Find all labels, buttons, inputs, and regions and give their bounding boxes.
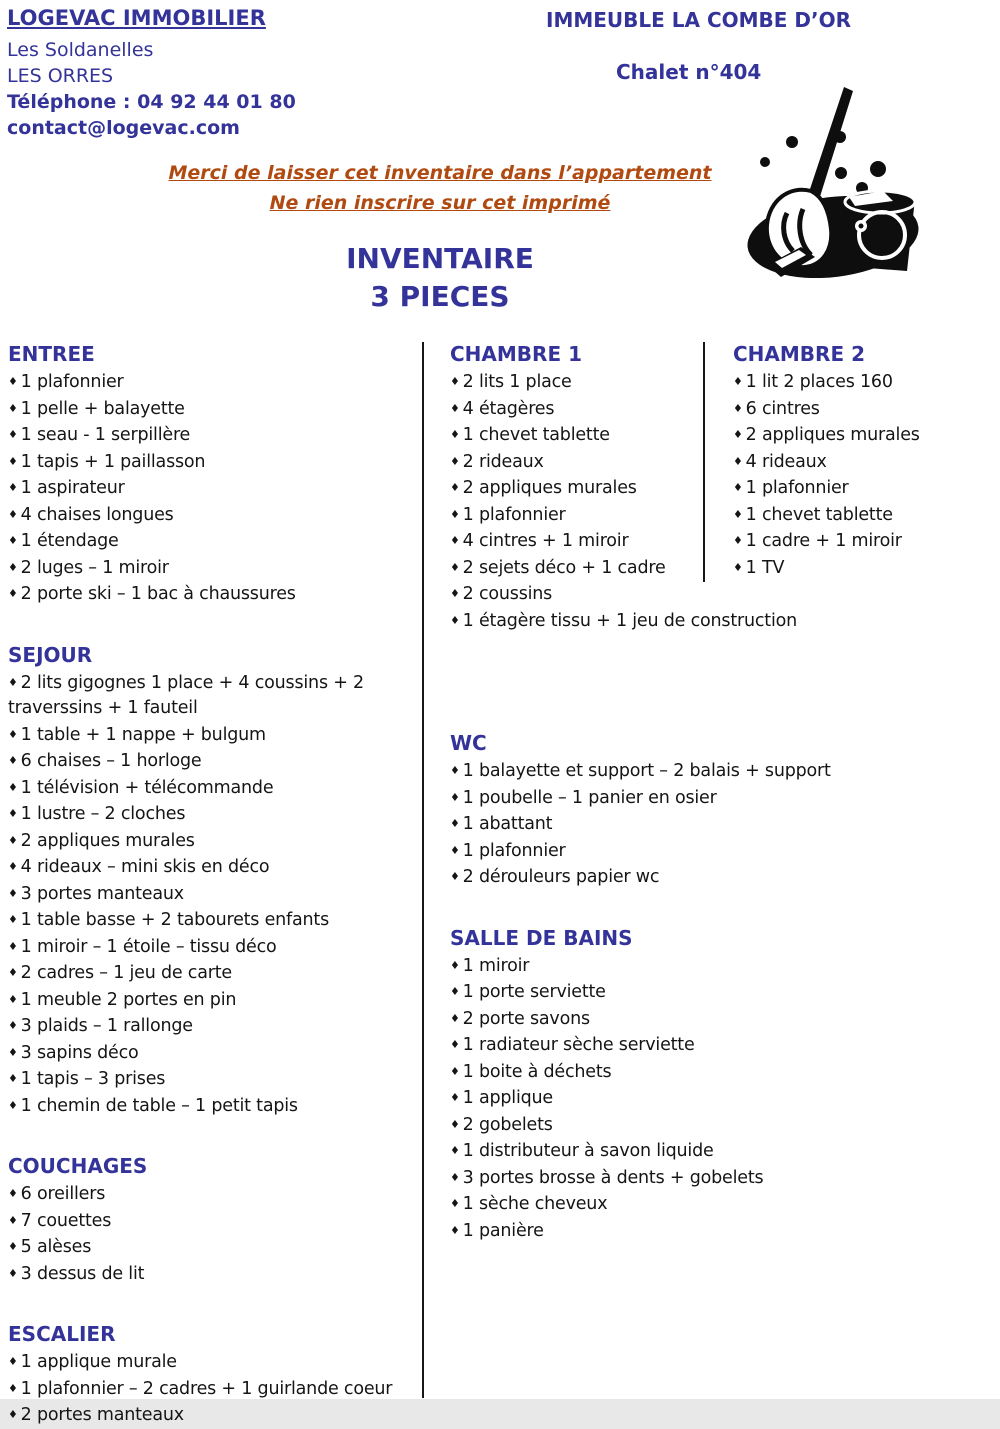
diamond-bullet-icon: ♦ [8,754,18,767]
diamond-bullet-icon: ♦ [8,1187,18,1200]
diamond-bullet-icon: ♦ [733,454,743,468]
diamond-bullet-icon: ♦ [450,401,460,415]
diamond-bullet-icon: ♦ [450,1064,460,1078]
diamond-bullet-icon: ♦ [8,375,18,388]
diamond-bullet-icon: ♦ [8,860,18,873]
diamond-bullet-icon: ♦ [8,1240,18,1253]
inventory-item [450,1006,895,1033]
diamond-bullet-icon: ♦ [8,534,18,547]
inventory-item [733,422,995,449]
diamond-bullet-icon: ♦ [450,985,460,998]
inventory-item-label: 2 rideaux [462,451,544,472]
inventory-item [8,581,420,608]
section-header: COUCHAGES [8,1154,148,1178]
inventory-item [733,449,995,476]
inventory-item-label: 1 aspirateur [20,478,125,498]
inventory-item-label: 4 étagères [462,398,555,419]
diamond-bullet-icon: ♦ [8,1355,18,1368]
inventory-item [8,722,420,749]
inventory-item [733,475,995,502]
diamond-bullet-icon: ♦ [733,428,743,441]
section-entree [8,341,420,608]
diamond-bullet-icon: ♦ [8,780,18,794]
diamond-bullet-icon: ♦ [450,1144,460,1157]
diamond-bullet-icon: ♦ [8,1213,18,1227]
section-couchages [8,1153,420,1287]
inventory-item-label: 1 miroir – 1 étoile – tissu déco [20,936,277,957]
diamond-bullet-icon: ♦ [450,454,460,468]
diamond-bullet-icon: ♦ [8,992,18,1006]
inventory-item [450,1059,895,1086]
diamond-bullet-icon: ♦ [450,481,460,494]
diamond-bullet-icon: ♦ [8,587,18,600]
column-divider-left [422,342,424,1398]
diamond-bullet-icon: ♦ [8,507,18,521]
agency-city: LES ORRES [7,65,114,87]
building-name: IMMEUBLE LA COMBE D’OR [546,8,851,32]
section-header: SEJOUR [8,642,93,667]
inventory-item-label: 1 chemin de table – 1 petit tapis [20,1095,298,1116]
inventory-item [8,801,420,828]
agency-header [7,6,296,141]
diamond-bullet-icon: ♦ [8,401,18,415]
inventory-item-label: 1 radiateur sèche serviette [462,1035,695,1055]
inventory-item-label: 1 cadre + 1 miroir [745,531,902,551]
inventory-item-label: 4 rideaux [745,451,827,472]
agency-residence: Les Soldanelles [7,39,154,61]
inventory-item [8,1261,420,1288]
diamond-bullet-icon: ♦ [8,1072,18,1085]
inventory-item [8,1349,420,1376]
inventory-item-label: 1 plafonnier [462,504,566,525]
inventory-item-label: 4 cintres + 1 miroir [462,531,629,551]
inventory-item-label: 1 pelle + balayette [20,398,185,419]
inventory-item [8,422,420,449]
diamond-bullet-icon: ♦ [8,428,18,441]
inventory-item [8,369,420,396]
diamond-bullet-icon: ♦ [8,1098,18,1112]
diamond-bullet-icon: ♦ [8,1381,18,1395]
inventory-item-label: 1 table + 1 nappe + bulgum [20,724,266,745]
inventory-item-label: 1 miroir [462,955,530,976]
inventory-item [8,987,420,1014]
agency-name: LOGEVAC IMMOBILIER [7,6,266,30]
inventory-item-label: 1 sèche cheveux [462,1194,608,1214]
inventory-item [8,881,420,908]
inventory-item-label: 7 couettes [20,1210,112,1231]
inventory-item [450,979,895,1006]
inventory-item-label: 2 porte ski – 1 bac à chaussures [20,584,296,604]
inventory-item-label: 3 plaids – 1 rallonge [20,1016,193,1036]
diamond-bullet-icon: ♦ [450,764,460,777]
diamond-bullet-icon: ♦ [450,507,460,521]
diamond-bullet-icon: ♦ [8,833,18,847]
diamond-bullet-icon: ♦ [8,1019,18,1032]
inventory-item [733,528,995,555]
diamond-bullet-icon: ♦ [8,886,18,900]
section-header: WC [450,731,487,755]
inventory-item-label: 1 plafonnier [20,372,124,392]
inventory-item [8,1402,420,1429]
inventory-item [8,1208,420,1235]
inventory-item-label: 1 abattant [462,814,553,834]
inventory-item-label: 3 portes brosse à dents + gobelets [462,1167,764,1188]
inventory-item-label: 1 plafonnier [462,840,566,861]
inventory-item-label: 1 porte serviette [462,982,606,1002]
inventory-item-label: 2 gobelets [462,1114,553,1135]
inventory-item [450,1138,895,1165]
diamond-bullet-icon: ♦ [450,1197,460,1210]
inventory-item [8,1093,420,1120]
notice-block [85,158,795,218]
inventory-item [8,854,420,881]
inventory-item-label: 2 lits 1 place [462,372,572,392]
diamond-bullet-icon: ♦ [450,790,460,804]
inventory-item-label: 2 porte savons [462,1008,590,1029]
inventory-item-label: 1 poubelle – 1 panier en osier [462,787,717,808]
inventory-item-label: 2 portes manteaux [20,1405,184,1425]
inventory-item-label: 6 cintres [745,398,820,419]
section-header: SALLE DE BAINS [450,925,633,950]
diamond-bullet-icon: ♦ [733,534,743,547]
section-chambre-2 [733,341,995,581]
inventory-item-label: 2 appliques murales [462,478,637,498]
inventory-item [8,934,420,961]
diamond-bullet-icon: ♦ [450,1091,460,1104]
inventory-item-label: 6 chaises – 1 horloge [20,751,202,771]
inventory-item [8,1234,420,1261]
inventory-item [8,1376,420,1403]
inventory-item-label: 1 applique murale [20,1352,177,1372]
inventory-item-label: 2 appliques murales [20,830,195,851]
section-header: CHAMBRE 1 [450,342,582,366]
inventory-item [8,775,420,802]
inventory-item-label: 1 meuble 2 portes en pin [20,989,237,1010]
notice-line-2: Ne rien inscrire sur cet imprimé [269,192,611,214]
inventory-item-label: 1 chevet tablette [745,504,893,525]
inventory-item [450,1085,895,1112]
inventory-item-label: 1 tapis + 1 paillasson [20,451,206,472]
diamond-bullet-icon: ♦ [8,913,18,926]
diamond-bullet-icon: ♦ [450,375,460,388]
inventory-item-label: 4 chaises longues [20,504,174,525]
diamond-bullet-icon: ♦ [8,1045,18,1059]
agency-email: contact@logevac.com [7,117,240,139]
inventory-item [450,953,895,980]
diamond-bullet-icon: ♦ [8,560,18,574]
inventory-item [450,581,895,608]
diamond-bullet-icon: ♦ [450,870,460,883]
inventory-item-label: 3 dessus de lit [20,1263,145,1284]
mop-and-bucket-icon [745,85,920,290]
diamond-bullet-icon: ♦ [450,587,460,600]
inventory-item [733,502,995,529]
diamond-bullet-icon: ♦ [450,843,460,857]
inventory-item [450,1191,895,1218]
section-header: ESCALIER [8,1322,116,1346]
diamond-bullet-icon: ♦ [450,534,460,547]
section-header: CHAMBRE 2 [733,342,865,366]
inventory-item-label: 2 coussins [462,584,553,604]
inventory-item [8,502,420,529]
inventory-item [450,758,895,785]
diamond-bullet-icon: ♦ [8,1266,18,1280]
inventory-item [450,1112,895,1139]
inventory-item-label: 1 seau - 1 serpillère [20,425,191,445]
diamond-bullet-icon: ♦ [450,1038,460,1051]
inventory-item [450,811,895,838]
inventory-item [8,1181,420,1208]
inventory-item-label: 2 cadres – 1 jeu de carte [20,963,232,983]
inventory-item-label: 1 étagère tissu + 1 jeu de construction [462,610,798,631]
inventory-item-label: 2 sejets déco + 1 cadre [462,557,666,578]
inventory-item [8,396,420,423]
inventory-item-label: 1 chevet tablette [462,425,610,445]
inventory-item [8,960,420,987]
inventory-item [450,1032,895,1059]
inventory-item-label: 1 tapis – 3 prises [20,1069,166,1089]
inventory-item [450,864,895,891]
diamond-bullet-icon: ♦ [733,375,743,388]
inventory-item [450,838,895,865]
inventory-item-label: 6 oreillers [20,1184,106,1204]
inventory-item-label: 1 plafonnier – 2 cadres + 1 guirlande coeur [20,1378,393,1399]
column-right [733,341,995,581]
inventory-item-label: 1 télévision + télécommande [20,777,274,798]
inventory-item-label: 2 lits gigognes 1 place + 4 coussins + 2 traverssins + 1 fauteil [8,672,364,718]
diamond-bullet-icon: ♦ [8,481,18,494]
inventory-item-label: 1 balayette et support – 2 balais + support [462,761,831,781]
inventory-item [8,1066,420,1093]
inventory-item [8,670,420,722]
inventory-item [733,396,995,423]
diamond-bullet-icon: ♦ [8,675,18,689]
agency-phone: Téléphone : 04 92 44 01 80 [7,91,296,113]
inventory-item [450,608,895,635]
diamond-bullet-icon: ♦ [450,958,460,972]
inventory-item-label: 1 applique [462,1088,553,1108]
section-escalier [8,1321,420,1429]
diamond-bullet-icon: ♦ [450,428,460,441]
inventory-item [8,449,420,476]
inventory-item-label: 1 étendage [20,531,119,551]
inventory-item-label: 1 distributeur à savon liquide [462,1141,714,1161]
diamond-bullet-icon: ♦ [733,560,743,574]
section-header: ENTREE [8,342,95,366]
inventory-item [8,555,420,582]
diamond-bullet-icon: ♦ [450,817,460,830]
inventory-item [733,369,995,396]
inventory-item-label: 2 dérouleurs papier wc [462,867,660,887]
diamond-bullet-icon: ♦ [8,1408,18,1421]
inventory-item-label: 1 lustre – 2 cloches [20,804,186,824]
section-salle-de-bains [450,925,895,1245]
inventory-item-label: 1 panière [462,1220,544,1241]
diamond-bullet-icon: ♦ [450,1117,460,1131]
inventory-item [450,1218,895,1245]
notice-line-1: Merci de laisser cet inventaire dans l’appartement [168,162,712,184]
inventory-item-label: 3 portes manteaux [20,883,184,904]
inventory-item [450,785,895,812]
diamond-bullet-icon: ♦ [733,401,743,415]
diamond-bullet-icon: ♦ [733,481,743,494]
inventory-item-label: 5 alèses [20,1237,92,1257]
diamond-bullet-icon: ♦ [8,454,18,468]
inventory-item [8,528,420,555]
inventory-item [8,1013,420,1040]
inventory-item-label: 1 boite à déchets [462,1061,612,1082]
inventory-item-label: 1 lit 2 places 160 [745,372,893,392]
inventory-item [8,1040,420,1067]
inventory-item [450,1165,895,1192]
diamond-bullet-icon: ♦ [450,560,460,574]
inventory-item [8,748,420,775]
diamond-bullet-icon: ♦ [733,507,743,521]
diamond-bullet-icon: ♦ [8,727,18,741]
inventory-item [8,907,420,934]
diamond-bullet-icon: ♦ [8,966,18,979]
page-title-line-1: INVENTAIRE [346,242,534,275]
page-title-line-2: 3 PIECES [370,280,510,313]
chalet-number: Chalet n°404 [616,60,762,84]
diamond-bullet-icon: ♦ [8,939,18,953]
diamond-bullet-icon: ♦ [8,807,18,820]
column-left [8,341,420,1429]
page-title [85,240,795,316]
section-sejour [8,642,420,1120]
diamond-bullet-icon: ♦ [450,1170,460,1184]
inventory-item-label: 2 appliques murales [745,425,920,445]
inventory-item [8,828,420,855]
inventory-item-label: 1 TV [745,557,785,578]
inventory-item [733,555,995,582]
diamond-bullet-icon: ♦ [450,613,460,627]
diamond-bullet-icon: ♦ [450,1011,460,1025]
inventory-item-label: 4 rideaux – mini skis en déco [20,857,270,877]
inventory-item [8,475,420,502]
inventory-item-label: 1 plafonnier [745,478,849,498]
inventory-item-label: 1 table basse + 2 tabourets enfants [20,910,329,930]
section-wc [450,730,895,891]
inventory-item-label: 3 sapins déco [20,1042,139,1063]
diamond-bullet-icon: ♦ [450,1223,460,1237]
inventory-item-label: 2 luges – 1 miroir [20,557,169,578]
